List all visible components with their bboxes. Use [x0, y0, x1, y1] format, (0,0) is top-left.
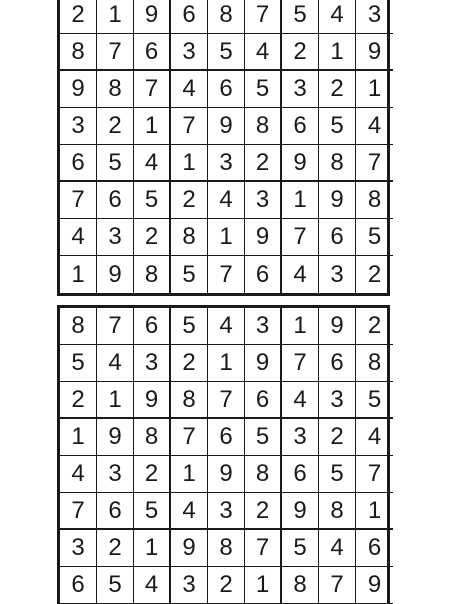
- sudoku-cell: 2: [319, 419, 356, 456]
- sudoku-cell: 4: [282, 256, 319, 293]
- sudoku-cell: 4: [319, 0, 356, 34]
- sudoku-cell: 7: [356, 145, 393, 182]
- sudoku-cell: 3: [319, 256, 356, 293]
- sudoku-cell: 5: [60, 345, 97, 382]
- sudoku-cell: 3: [134, 345, 171, 382]
- sudoku-cell: 6: [245, 256, 282, 293]
- sudoku-cell: 1: [97, 382, 134, 419]
- sudoku-cell: 1: [60, 419, 97, 456]
- sudoku-cell: 4: [171, 493, 208, 530]
- sudoku-cell: 5: [245, 71, 282, 108]
- sudoku-cell: 8: [208, 530, 245, 567]
- sudoku-cell: 7: [282, 219, 319, 256]
- sudoku-cell: 8: [356, 345, 393, 382]
- sudoku-cell: 2: [171, 345, 208, 382]
- sudoku-cell: 5: [319, 456, 356, 493]
- sudoku-cell: 9: [134, 382, 171, 419]
- sudoku-cell: 9: [356, 567, 393, 604]
- sudoku-cell: 9: [319, 308, 356, 345]
- sudoku-cell: 8: [319, 493, 356, 530]
- sudoku-cell: 6: [245, 382, 282, 419]
- sudoku-cell: 2: [282, 34, 319, 71]
- sudoku-cell: 4: [282, 382, 319, 419]
- sudoku-cell: 4: [134, 145, 171, 182]
- sudoku-cell: 9: [97, 419, 134, 456]
- sudoku-cell: 5: [356, 382, 393, 419]
- sudoku-cell: 8: [60, 308, 97, 345]
- sudoku-cell: 5: [134, 182, 171, 219]
- sudoku-cell: 4: [171, 71, 208, 108]
- sudoku-cell: 7: [60, 182, 97, 219]
- sudoku-cell: 5: [171, 308, 208, 345]
- sudoku-cell: 4: [134, 567, 171, 604]
- sudoku-cell: 7: [282, 345, 319, 382]
- sudoku-cell: 8: [282, 567, 319, 604]
- sudoku-cell: 9: [60, 71, 97, 108]
- sudoku-cell: 5: [282, 530, 319, 567]
- sudoku-cell: 3: [97, 219, 134, 256]
- sudoku-cell: 9: [282, 145, 319, 182]
- sudoku-cell: 5: [356, 219, 393, 256]
- sudoku-cell: 8: [171, 219, 208, 256]
- sudoku-cell: 5: [97, 145, 134, 182]
- sudoku-cell: 7: [245, 0, 282, 34]
- sudoku-cell: 8: [356, 182, 393, 219]
- sudoku-cell: 7: [245, 530, 282, 567]
- sudoku-cell: 7: [356, 456, 393, 493]
- sudoku-cell: 6: [171, 0, 208, 34]
- sudoku-cell: 3: [282, 71, 319, 108]
- sudoku-cell: 1: [60, 256, 97, 293]
- sudoku-cell: 7: [208, 382, 245, 419]
- sudoku-cell: 3: [208, 493, 245, 530]
- sudoku-cell: 6: [319, 345, 356, 382]
- sudoku-cell: 5: [282, 0, 319, 34]
- sudoku-cell: 2: [245, 493, 282, 530]
- sudoku-cell: 3: [319, 382, 356, 419]
- sudoku-cell: 2: [60, 0, 97, 34]
- sudoku-cell: 9: [245, 219, 282, 256]
- sudoku-cell: 2: [134, 219, 171, 256]
- sudoku-cell: 6: [356, 530, 393, 567]
- sudoku-cell: 1: [245, 567, 282, 604]
- sudoku-cell: 6: [60, 567, 97, 604]
- sudoku-cell: 8: [208, 0, 245, 34]
- sudoku-cell: 8: [134, 256, 171, 293]
- sudoku-cell: 9: [171, 530, 208, 567]
- sudoku-cell: 1: [171, 145, 208, 182]
- sudoku-cell: 2: [60, 382, 97, 419]
- sudoku-cell: 9: [208, 108, 245, 145]
- sudoku-cell: 2: [134, 456, 171, 493]
- sudoku-cell: 2: [367, 260, 382, 288]
- sudoku-cell: 7: [134, 71, 171, 108]
- sudoku-cell: 8: [97, 71, 134, 108]
- sudoku-cell: 3: [171, 567, 208, 604]
- sudoku-cell: 2: [356, 308, 393, 345]
- sudoku-cell: 4: [60, 219, 97, 256]
- sudoku-cell: 4: [208, 308, 245, 345]
- sudoku-cell: 1: [134, 530, 171, 567]
- sudoku-cell: 4: [97, 345, 134, 382]
- sudoku-cell: 3: [97, 456, 134, 493]
- sudoku-cell: 8: [171, 382, 208, 419]
- sudoku-cell: 8: [319, 145, 356, 182]
- sudoku-cell: 8: [245, 456, 282, 493]
- sudoku-cell: 1: [208, 345, 245, 382]
- sudoku-cell: 1: [319, 34, 356, 71]
- sudoku-cell: 6: [319, 219, 356, 256]
- sudoku-cell: 1: [208, 219, 245, 256]
- sudoku-cell: 3: [245, 308, 282, 345]
- sudoku-cell: 2: [245, 145, 282, 182]
- sudoku-cell: 9: [97, 256, 134, 293]
- sudoku-cell: 2: [97, 530, 134, 567]
- sudoku-cell: 5: [208, 34, 245, 71]
- sudoku-cell: 6: [134, 34, 171, 71]
- sudoku-cell: 6: [97, 493, 134, 530]
- sudoku-cell: 1: [356, 71, 393, 108]
- sudoku-cell: 7: [60, 493, 97, 530]
- sudoku-cell: 3: [356, 0, 393, 34]
- sudoku-cell: 9: [282, 493, 319, 530]
- sudoku-cell: 1: [97, 0, 134, 34]
- sudoku-grid-bottom: [57, 305, 390, 604]
- sudoku-cell: 5: [319, 108, 356, 145]
- sudoku-cell: 6: [134, 308, 171, 345]
- sudoku-cell: 7: [319, 567, 356, 604]
- sudoku-cell: 3: [282, 419, 319, 456]
- sudoku-cell: 1: [282, 182, 319, 219]
- sudoku-cell: 7: [171, 108, 208, 145]
- sudoku-cell: 1: [134, 108, 171, 145]
- sudoku-cell: 9: [319, 182, 356, 219]
- sudoku-cell: 8: [60, 34, 97, 71]
- sudoku-cell: 9: [356, 34, 393, 71]
- sudoku-cell: 6: [97, 182, 134, 219]
- sudoku-cell: 5: [97, 567, 134, 604]
- sudoku-cell: 3: [60, 530, 97, 567]
- sudoku-grid-top: [57, 0, 390, 296]
- sudoku-cell: 7: [97, 34, 134, 71]
- sudoku-cell: 4: [60, 456, 97, 493]
- sudoku-cell: 2: [171, 182, 208, 219]
- sudoku-cell: 1: [282, 308, 319, 345]
- sudoku-cell: 4: [208, 182, 245, 219]
- sudoku-cell: 2: [319, 71, 356, 108]
- sudoku-cell: 6: [60, 145, 97, 182]
- sudoku-cell: 4: [245, 34, 282, 71]
- sudoku-cell: 9: [134, 0, 171, 34]
- sudoku-cell: 3: [208, 145, 245, 182]
- sudoku-cell: 8: [134, 419, 171, 456]
- sudoku-cell: 9: [208, 456, 245, 493]
- sudoku-cell: 6: [282, 456, 319, 493]
- sudoku-cell: 6: [282, 108, 319, 145]
- sudoku-cell: 3: [171, 34, 208, 71]
- sudoku-cell: 4: [356, 108, 393, 145]
- sudoku-cell: 2: [97, 108, 134, 145]
- sudoku-cell: 2: [208, 567, 245, 604]
- sudoku-cell: 3: [60, 108, 97, 145]
- sudoku-cell: 1: [356, 493, 393, 530]
- sudoku-cell: 5: [134, 493, 171, 530]
- sudoku-cell: 4: [319, 530, 356, 567]
- sudoku-cell: 5: [171, 256, 208, 293]
- sudoku-cell: 3: [245, 182, 282, 219]
- sudoku-cell: 6: [208, 71, 245, 108]
- sudoku-cell: 7: [208, 256, 245, 293]
- sudoku-cell: 9: [245, 345, 282, 382]
- sudoku-cell: 7: [97, 308, 134, 345]
- sudoku-cell: 6: [208, 419, 245, 456]
- sudoku-cell: 8: [245, 108, 282, 145]
- sudoku-cell: 4: [356, 419, 393, 456]
- sudoku-cell: 7: [171, 419, 208, 456]
- sudoku-cell: 1: [171, 456, 208, 493]
- sudoku-cell: 5: [245, 419, 282, 456]
